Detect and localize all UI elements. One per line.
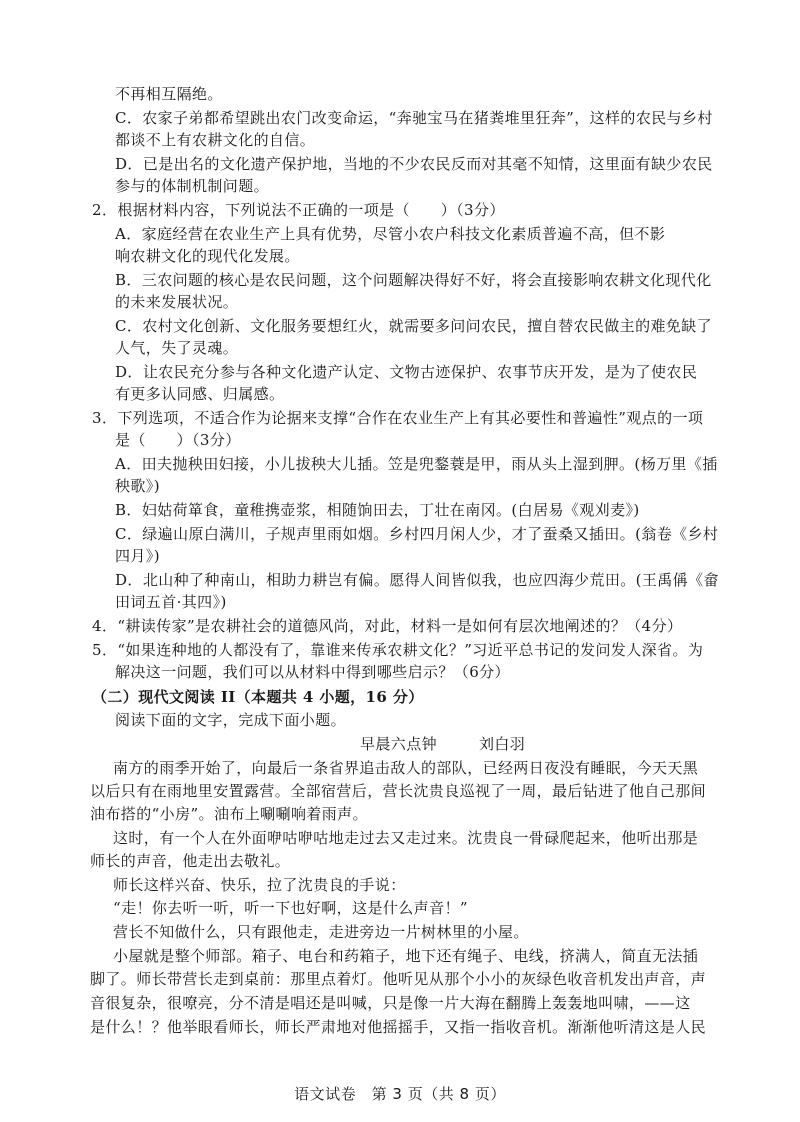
q1-option-b-continuation: 不再相互隔绝。 — [115, 85, 223, 103]
q2-option-d-line1: D．让农民充分参与各种文化遗产认定、文物古迹保护、农事节庆开发，是为了使农民 — [115, 363, 698, 381]
q3-option-a-line2: 秧歌》) — [115, 477, 160, 495]
q2-option-c-line1: C．农村文化创新、文化服务要想红火，就需要多问问农民，擅自替农民做主的难免缺了 — [115, 317, 713, 335]
q2-option-a-line2: 响农耕文化的现代化发展。 — [115, 247, 300, 265]
story-paragraph-3: 师长这样兴奋、快乐，拉了沈贵良的手说： — [113, 876, 406, 894]
q3-option-c-line2: 四月》) — [115, 547, 160, 565]
q2-option-b-line2: 的未来发展状况。 — [115, 293, 239, 311]
question-5-line1: 5．“如果连种地的人都没有了，靠谁来传承农耕文化？”习近平总书记的发问发人深省。为 — [92, 641, 704, 659]
q1-option-c-line1: C．农家子弟都希望跳出农门改变命运，“奔驰宝马在猪粪堆里狂奔”，这样的农民与乡村 — [115, 109, 713, 127]
story-paragraph-2-line1: 这时，有一个人在外面咿咕咿咕地走过去又走过来。沈贵良一骨碌爬起来，他听出那是 — [113, 829, 699, 847]
story-paragraph-1-line1: 南方的雨季开始了，向最后一条省界追击敌人的部队，已经两日夜没有睡眠，今天天黑 — [113, 759, 699, 777]
q3-option-a-line1: A．田夫抛秧田妇接，小儿拔秧大儿插。笠是兜鍪蓑是甲，雨从头上湿到胛。(杨万里《插 — [115, 455, 718, 473]
q3-option-c-line1: C．绿遍山原白满川，子规声里雨如烟。乡村四月闲人少，才了蚕桑又插田。(翁卷《乡村 — [115, 525, 719, 543]
story-paragraph-1-line3: 油布搭的“小房”。油布上唰唰响着雨声。 — [90, 805, 368, 823]
story-paragraph-2-line2: 师长的声音，他走出去敬礼。 — [90, 852, 291, 870]
q1-option-d-line1: D．已是出名的文化遗产保护地，当地的不少农民反而对其毫不知情，这里面有缺少农民 — [115, 155, 713, 173]
question-2: 2．根据材料内容，下列说法不正确的一项是（ ）（3分） — [92, 201, 505, 219]
story-paragraph-6-line1: 小屋就是整个师部。箱子、电台和药箱子，地下还有绳子、电线，挤满人，简直无法插 — [113, 947, 699, 965]
question-3-line1: 3．下列选项，不适合作为论据来支撑“合作在农业生产上有其必要性和普遍性”观点的一项 — [92, 409, 704, 427]
question-5-line2: 解决这一问题，我们可以从材料中得到哪些启示？（6分） — [115, 663, 510, 681]
question-4: 4．“耕读传家”是农耕社会的道德风尚，对此，材料一是如何有层次地阐述的？（4分） — [92, 617, 683, 635]
page-footer: 语文试卷 第 3 页（共 8 页） — [294, 1085, 506, 1103]
q1-option-d-line2: 参与的体制机制问题。 — [115, 177, 270, 195]
q2-option-b-line1: B．三农问题的核心是农民问题，这个问题解决得好不好，将会直接影响农耕文化现代化 — [115, 271, 712, 289]
story-paragraph-5: 营长不知做什么，只有跟他走，走进旁边一片树林里的小屋。 — [113, 923, 529, 941]
q1-option-c-line2: 都谈不上有农耕文化的自信。 — [115, 131, 316, 149]
story-paragraph-4: “走！你去听一听，听一下也好啊，这是什么声音！” — [113, 899, 468, 917]
story-title: 早晨六点钟 — [360, 735, 438, 753]
story-paragraph-6-line3: 音很复杂，很嘹亮，分不清是唱还是叫喊，只是像一片大海在翻腾上轰轰地叫啸，——这 — [90, 994, 691, 1012]
section-heading: （二）现代文阅读 II（本题共 4 小题，16 分） — [92, 688, 424, 706]
q2-option-c-line2: 人气，失了灵魂。 — [115, 339, 239, 357]
story-paragraph-1-line2: 以后只有在雨地里安置露营。全部宿营后，营长沈贵良巡视了一周，最后钻进了他自己那间 — [90, 782, 707, 800]
story-paragraph-6-line2: 脚了。师长带营长走到桌前：那里点着灯。他听见从那个小小的灰绿色收音机发出声音，声 — [90, 970, 707, 988]
q3-option-d-line1: D．北山种了种南山，相助力耕岂有偏。愿得人间皆似我，也应四海少荒田。(王禹偁《畲 — [115, 571, 719, 589]
reading-instruction: 阅读下面的文字，完成下面小题。 — [115, 711, 347, 729]
story-paragraph-6-line4: 是什么！？他举眼看师长，师长严肃地对他摇摇手，又指一指收音机。渐渐他听清这是人民 — [90, 1018, 707, 1036]
q3-option-b: B．妇姑荷箪食，童稚携壶浆，相随饷田去，丁壮在南冈。(白居易《观刈麦》) — [115, 501, 640, 519]
story-author: 刘白羽 — [479, 735, 526, 753]
question-3-line2: 是（ ）（3分） — [115, 431, 241, 449]
q2-option-a-line1: A．家庭经营在农业生产上具有优势，尽管小农户科技文化素质普遍不高，但不影 — [115, 225, 666, 243]
q3-option-d-line2: 田词五首·其四》) — [115, 593, 227, 611]
q2-option-d-line2: 有更多认同感、归属感。 — [115, 385, 285, 403]
